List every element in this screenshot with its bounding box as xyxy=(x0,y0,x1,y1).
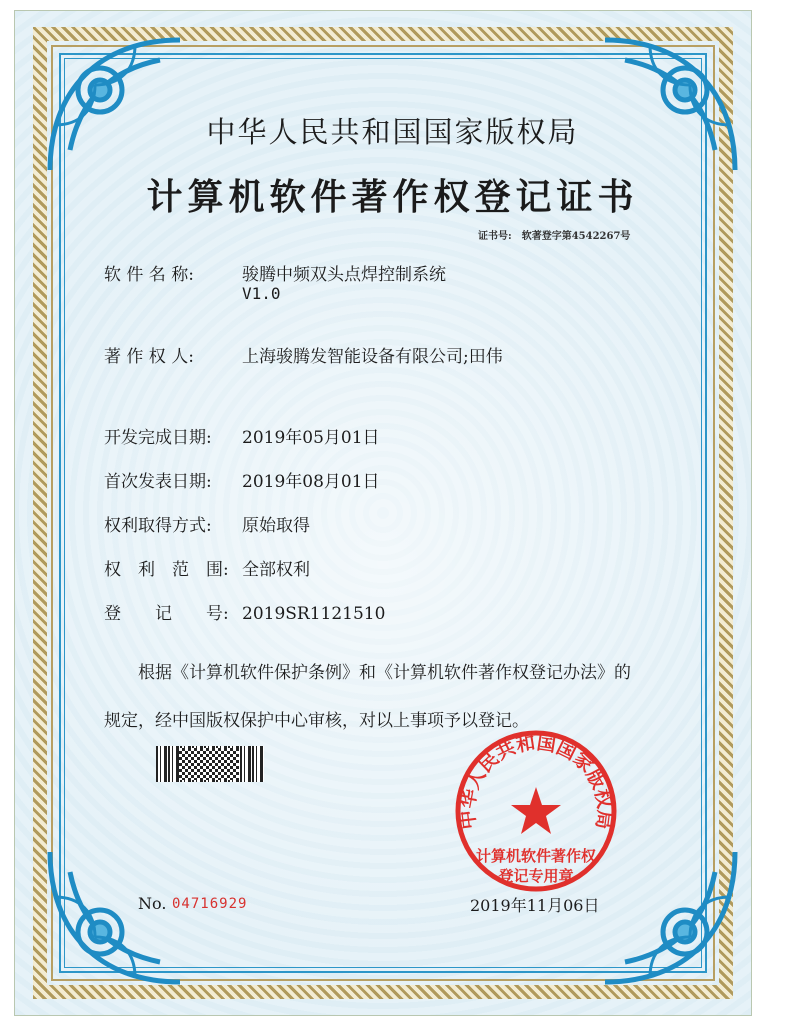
field-value: 2019年08月01日 xyxy=(242,472,380,492)
field-value: 全部权利 xyxy=(242,560,310,580)
seal-line-2: 登记专用章 xyxy=(498,867,574,885)
corner-ornament-top-right xyxy=(595,30,745,180)
field-label: 首次发表日期: xyxy=(104,472,212,492)
field-value: 骏腾中频双头点焊控制系统 xyxy=(242,265,446,285)
field-label: 权 利 范 围: xyxy=(104,560,229,580)
field-value: 2019SR1121510 xyxy=(242,604,386,624)
serial-number: 04716929 xyxy=(172,896,248,912)
certificate-number xyxy=(478,227,630,242)
field-label: 著 作 权 人: xyxy=(104,347,194,367)
issue-date: 2019年11月06日 xyxy=(470,896,600,915)
certificate-title: 计算机软件著作权登记证书 xyxy=(146,176,639,218)
corner-ornament-bottom-left xyxy=(40,842,190,992)
official-seal xyxy=(452,727,620,895)
certificate-number-value: 软著登字第4542267号 xyxy=(521,231,631,242)
field-value-version: V1.0 xyxy=(242,284,281,303)
field-label: 登 记 号: xyxy=(104,604,229,624)
corner-ornament-top-left xyxy=(40,30,190,180)
certificate-number-label: 证书号: xyxy=(478,231,512,242)
field-registration-number xyxy=(104,599,385,624)
issuer-title: 中华人民共和国国家版权局 xyxy=(206,115,579,149)
field-completion-date xyxy=(104,423,380,448)
serial-label: No. xyxy=(138,894,167,913)
field-software-version xyxy=(104,284,281,304)
seal-ring-text: 中华人民共和国国家版权局 xyxy=(456,731,616,831)
field-value: 原始取得 xyxy=(242,516,310,536)
field-value: 2019年05月01日 xyxy=(242,428,380,448)
field-rights-scope xyxy=(104,555,310,580)
seal-line-1: 计算机软件著作权 xyxy=(475,847,596,865)
field-label: 软 件 名 称: xyxy=(104,265,194,285)
statement-line-2: 规定，经中国版权保护中心审核，对以上事项予以登记。 xyxy=(104,711,529,731)
field-publication-date xyxy=(104,467,380,492)
barcode-pattern xyxy=(179,748,239,780)
field-label: 开发完成日期: xyxy=(104,428,212,448)
field-value: 上海骏腾发智能设备有限公司;田伟 xyxy=(242,347,503,367)
field-copyright-owner xyxy=(104,342,503,367)
field-acquisition-method xyxy=(104,511,310,536)
field-label: 权利取得方式: xyxy=(104,516,212,536)
field-software-name xyxy=(104,260,446,285)
statement-line-1: 根据《计算机软件保护条例》和《计算机软件著作权登记办法》的 xyxy=(138,663,631,683)
